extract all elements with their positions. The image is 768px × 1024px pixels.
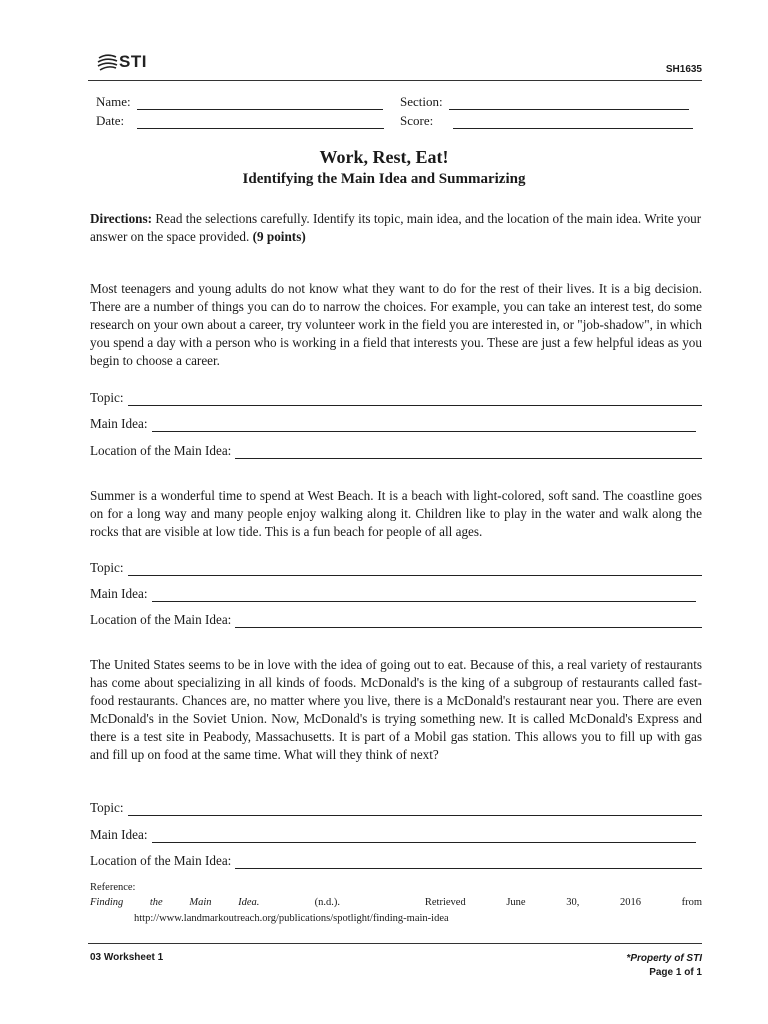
date-blank[interactable] <box>137 116 384 129</box>
passage-1-location-row[interactable] <box>90 443 702 459</box>
topic-label: Topic: <box>90 390 124 405</box>
directions <box>90 210 702 246</box>
sti-globe-icon <box>96 52 118 72</box>
topic-blank[interactable] <box>128 805 702 816</box>
passage-3-location-row[interactable] <box>90 853 702 869</box>
passage-1: Most teenagers and young adults do not know what they want to do for the rest of their lives. It is a big decision. There are a number of things you can do to narrow the choices. For example, you can take an interest test, do some research on your own about a career, try volunteer work in the field you are interested in, or "job-shadow", in which you spend a day with a person who is working in a field that interests you. These are just a few helpful ideas as you begin to choose a career. <box>90 281 702 368</box>
date-label: Date: <box>96 113 125 128</box>
reference-label: Reference: <box>90 882 136 893</box>
passage-2-main-idea-row[interactable] <box>90 586 696 602</box>
date-field[interactable] <box>96 113 384 129</box>
logo-text: STI <box>119 52 147 71</box>
footer-property: *Property of STI <box>626 953 702 964</box>
reference-retrieved: Retrieved June 30, 2016 from <box>424 897 702 908</box>
score-field[interactable] <box>400 113 693 129</box>
location-label: Location of the Main Idea: <box>90 443 232 458</box>
section-field[interactable] <box>400 94 689 110</box>
topic-label: Topic: <box>90 560 124 575</box>
reference-date: (n.d.). <box>314 897 340 908</box>
worksheet-subtitle: Identifying the Main Idea and Summarizing <box>242 171 526 187</box>
passage-1-main-idea-row[interactable] <box>90 416 696 432</box>
topic-blank[interactable] <box>128 565 702 576</box>
directions-label: Directions: <box>90 211 153 226</box>
main-idea-blank[interactable] <box>152 421 697 432</box>
reference-title-block <box>90 897 340 908</box>
passage-1-topic-row[interactable] <box>90 390 702 406</box>
passage-2-topic-row[interactable] <box>90 560 702 576</box>
main-idea-label: Main Idea: <box>90 416 148 431</box>
passage-3-main-idea-row[interactable] <box>90 827 696 843</box>
topic-blank[interactable] <box>128 395 702 406</box>
passage-3-topic-row[interactable] <box>90 800 702 816</box>
score-label: Score: <box>400 113 434 128</box>
name-blank[interactable] <box>137 97 383 110</box>
footer-worksheet-label: 03 Worksheet 1 <box>90 952 164 963</box>
document-code: SH1635 <box>665 64 702 75</box>
section-label: Section: <box>400 94 443 109</box>
topic-label: Topic: <box>90 800 124 815</box>
worksheet-title: Work, Rest, Eat! <box>319 147 449 167</box>
name-label: Name: <box>96 94 131 109</box>
directions-text: Read the selections carefully. Identify its topic, main idea, and the location of the main idea. Write your answer on the space provided. <box>90 211 702 244</box>
location-blank[interactable] <box>235 858 702 869</box>
location-blank[interactable] <box>235 617 702 628</box>
reference-url[interactable]: http://www.landmarkoutreach.org/publications/spotlight/finding-main-idea <box>134 913 449 924</box>
location-label: Location of the Main Idea: <box>90 853 232 868</box>
main-idea-label: Main Idea: <box>90 827 148 842</box>
main-idea-blank[interactable] <box>152 832 697 843</box>
directions-points: (9 points) <box>252 229 306 244</box>
footer-right-block <box>626 952 702 980</box>
score-blank[interactable] <box>453 116 693 129</box>
reference-citation <box>90 897 702 908</box>
header-divider <box>88 80 702 81</box>
location-blank[interactable] <box>235 448 702 459</box>
name-field[interactable] <box>96 94 383 110</box>
passage-2-location-row[interactable] <box>90 612 702 628</box>
main-idea-label: Main Idea: <box>90 586 148 601</box>
passage-2: Summer is a wonderful time to spend at West Beach. It is a beach with light-colored, soft sand. The coastline goes on for a long way and many people enjoy walking along it. Children like to play in the water and walk along the rocks that are visible at low tide. This is a fun beach for people of all ages. <box>90 488 702 539</box>
main-idea-blank[interactable] <box>152 591 697 602</box>
section-blank[interactable] <box>449 97 689 110</box>
footer-divider <box>88 943 702 944</box>
sti-logo <box>96 52 147 72</box>
reference-title: Finding the Main Idea. <box>90 897 260 908</box>
passage-3: The United States seems to be in love with the idea of going out to eat. Because of this, a real variety of restaurants has come about specializing in all kinds of foods. McDonald's is the king of a subgroup of restaurants called fast-food restaurants. Chances are, no matter where you live, there is a McDonald's restaurant near you. There are even McDonald's in the Soviet Union. Now, McDonald's is trying something new. It is called McDonald's Express and there is a test site in Peabody, Massachusetts. It is part of a Mobil gas station. This allows you to fill up with gas and fill up on food at the same time. What will they think of next? <box>90 657 702 762</box>
location-label: Location of the Main Idea: <box>90 612 232 627</box>
footer-page-number: Page 1 of 1 <box>649 967 702 978</box>
